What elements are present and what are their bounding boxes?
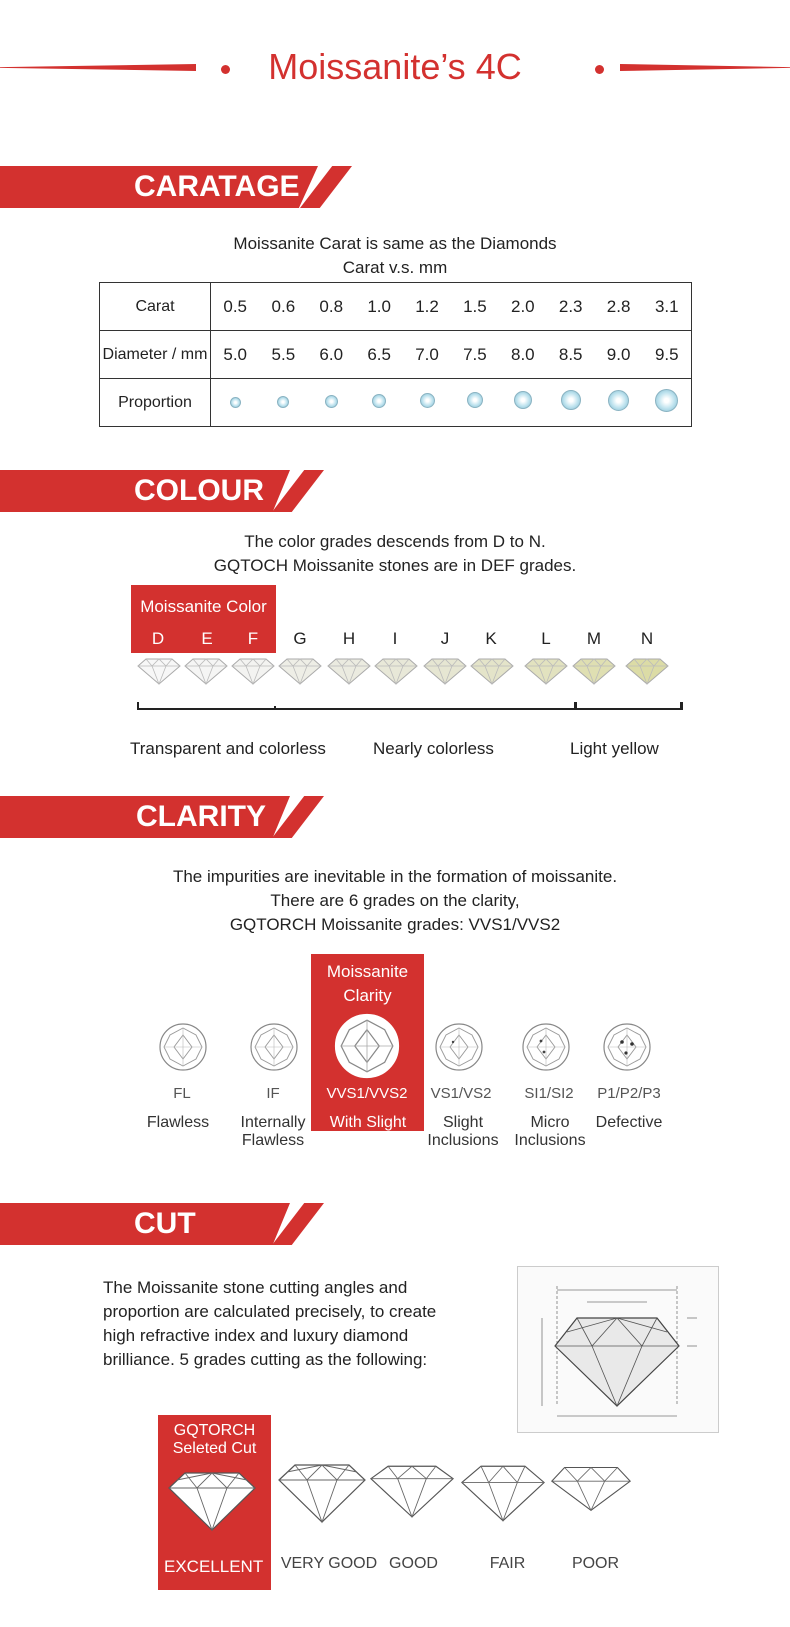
proportion-cell bbox=[355, 379, 403, 427]
carat-value: 1.0 bbox=[355, 283, 403, 331]
proportion-row bbox=[100, 379, 692, 427]
diamond-j-icon bbox=[422, 656, 468, 686]
diameter-value: 5.5 bbox=[259, 331, 307, 379]
proportion-cell bbox=[307, 379, 355, 427]
clarity-line2: There are 6 grades on the clarity, bbox=[270, 891, 520, 910]
diamond-h-icon bbox=[326, 656, 372, 686]
gem-icon bbox=[655, 389, 678, 412]
diamond-e-icon bbox=[183, 656, 229, 686]
diameter-row-label: Diameter / mm bbox=[100, 331, 211, 379]
clarity-name-line: Flawless bbox=[146, 1114, 210, 1131]
clarity-name-line: Internally bbox=[240, 1114, 306, 1131]
clarity-vvs-icon bbox=[333, 1012, 401, 1080]
colour-heading: COLOUR bbox=[134, 474, 264, 507]
cut-description-line: The Moissanite stone cutting angles and bbox=[103, 1278, 408, 1297]
diameter-value: 8.5 bbox=[547, 331, 595, 379]
diameter-value: 6.0 bbox=[307, 331, 355, 379]
diameter-value: 9.5 bbox=[643, 331, 692, 379]
clarity-line3: GQTORCH Moissanite grades: VVS1/VVS2 bbox=[229, 915, 561, 934]
diamond-n-icon bbox=[624, 656, 670, 686]
clarity-name-line: Inclusions bbox=[514, 1132, 586, 1149]
colour-line2: GQTOCH Moissanite stones are in DEF grades. bbox=[213, 556, 577, 575]
cut-poor-diamond-icon bbox=[550, 1462, 632, 1524]
clarity-code: VVS1/VVS2 bbox=[326, 1085, 408, 1102]
gem-icon bbox=[230, 397, 241, 408]
clarity-name-line: With Slight bbox=[329, 1114, 407, 1131]
diamond-k-icon bbox=[469, 656, 515, 686]
title-dot-right bbox=[595, 65, 604, 74]
caratage-line1: Moissanite Carat is same as the Diamonds bbox=[233, 234, 557, 253]
colour-range-label: Transparent and colorless bbox=[130, 739, 326, 758]
clarity-name-line: Flawless bbox=[241, 1132, 305, 1149]
diameter-value: 9.0 bbox=[595, 331, 643, 379]
cut-excellent-diamond-icon bbox=[167, 1470, 257, 1532]
scale-tick bbox=[680, 702, 683, 710]
page-title: Moissanite’s 4C bbox=[268, 46, 522, 87]
cut-grade-label: GOOD bbox=[389, 1555, 438, 1572]
diameter-row bbox=[100, 331, 692, 379]
clarity-name-line: Defective bbox=[595, 1114, 663, 1131]
cut-description bbox=[103, 1276, 436, 1372]
clarity-name bbox=[505, 1114, 595, 1150]
proportion-cell bbox=[643, 379, 692, 427]
clarity-code: P1/P2/P3 bbox=[597, 1085, 661, 1102]
clarity-p-icon bbox=[602, 1022, 652, 1072]
clarity-code: FL bbox=[173, 1085, 191, 1102]
diamond-m-icon bbox=[571, 656, 617, 686]
gem-icon bbox=[608, 390, 629, 411]
proportion-cell bbox=[595, 379, 643, 427]
cut-proportion-diagram bbox=[517, 1266, 719, 1433]
gem-icon bbox=[561, 390, 581, 410]
diameter-value: 6.5 bbox=[355, 331, 403, 379]
diamond-f-icon bbox=[230, 656, 276, 686]
scale-tick bbox=[274, 706, 276, 710]
clarity-highlight-label bbox=[311, 960, 424, 1008]
clarity-code: SI1/SI2 bbox=[524, 1085, 574, 1102]
scale-tick bbox=[574, 702, 577, 710]
colour-grade: G bbox=[293, 629, 307, 648]
colour-range-label: Light yellow bbox=[570, 739, 659, 758]
clarity-highlight-line2: Clarity bbox=[343, 986, 392, 1005]
carat-value: 3.1 bbox=[643, 283, 692, 331]
colour-grade: J bbox=[440, 629, 450, 648]
gem-icon bbox=[467, 392, 483, 408]
colour-grade: I bbox=[392, 629, 398, 648]
cut-fair-diamond-icon bbox=[460, 1462, 546, 1524]
gem-icon bbox=[372, 394, 386, 408]
carat-value: 1.2 bbox=[403, 283, 451, 331]
carat-value: 1.5 bbox=[451, 283, 499, 331]
proportion-cell bbox=[259, 379, 307, 427]
diamond-g-icon bbox=[277, 656, 323, 686]
carat-value: 2.3 bbox=[547, 283, 595, 331]
cut-grade-label: EXCELLENT bbox=[164, 1557, 264, 1576]
colour-grade: H bbox=[342, 629, 356, 648]
cut-highlight-line2: Seleted Cut bbox=[172, 1440, 257, 1457]
clarity-name bbox=[584, 1114, 674, 1132]
gem-icon bbox=[514, 391, 532, 409]
clarity-name bbox=[133, 1114, 223, 1132]
colour-line1: The color grades descends from D to N. bbox=[244, 532, 546, 551]
colour-scale-line bbox=[137, 708, 682, 710]
diamond-d-icon bbox=[136, 656, 182, 686]
diameter-value: 8.0 bbox=[499, 331, 547, 379]
clarity-name-line: Micro bbox=[530, 1114, 570, 1131]
clarity-line1: The impurities are inevitable in the formation of moissanite. bbox=[172, 867, 618, 886]
colour-grade: F bbox=[247, 629, 259, 648]
carat-value: 2.0 bbox=[499, 283, 547, 331]
carat-value: 0.6 bbox=[259, 283, 307, 331]
clarity-name bbox=[228, 1114, 318, 1150]
clarity-fl-icon bbox=[158, 1022, 208, 1072]
proportion-cell bbox=[403, 379, 451, 427]
clarity-name-line: Inclusions bbox=[427, 1132, 499, 1149]
clarity-heading: CLARITY bbox=[136, 800, 266, 833]
cut-highlight-label bbox=[158, 1422, 271, 1458]
clarity-if-icon bbox=[249, 1022, 299, 1072]
cut-heading: CUT bbox=[134, 1207, 196, 1240]
clarity-code: VS1/VS2 bbox=[430, 1085, 492, 1102]
colour-grade: K bbox=[485, 629, 497, 648]
clarity-code: IF bbox=[266, 1085, 280, 1102]
carat-value: 0.8 bbox=[307, 283, 355, 331]
proportion-cell bbox=[547, 379, 595, 427]
colour-highlight-label: Moissanite Color bbox=[140, 597, 267, 616]
carat-row bbox=[100, 283, 692, 331]
cut-grade-label: FAIR bbox=[489, 1555, 526, 1572]
colour-grade: N bbox=[640, 629, 654, 648]
gem-icon bbox=[325, 395, 338, 408]
clarity-name bbox=[418, 1114, 508, 1150]
colour-grade: M bbox=[586, 629, 602, 648]
diameter-value: 7.0 bbox=[403, 331, 451, 379]
gem-icon bbox=[420, 393, 435, 408]
cut-grade-label: POOR bbox=[571, 1555, 620, 1572]
colour-grade: E bbox=[201, 629, 213, 648]
diameter-value: 7.5 bbox=[451, 331, 499, 379]
clarity-highlight-line1: Moissanite bbox=[326, 962, 409, 981]
carat-row-label: Carat bbox=[100, 283, 211, 331]
carat-table bbox=[99, 282, 692, 427]
diameter-value: 5.0 bbox=[211, 331, 260, 379]
cut-description-line: proportion are calculated precisely, to create bbox=[103, 1302, 437, 1321]
carat-value: 2.8 bbox=[595, 283, 643, 331]
proportion-row-label: Proportion bbox=[100, 379, 211, 427]
clarity-si-icon bbox=[521, 1022, 571, 1072]
diamond-i-icon bbox=[373, 656, 419, 686]
diamond-l-icon bbox=[523, 656, 569, 686]
proportion-cell bbox=[499, 379, 547, 427]
cut-description-line: brilliance. 5 grades cutting as the following: bbox=[103, 1350, 428, 1369]
proportion-cell bbox=[211, 379, 260, 427]
clarity-name-line: Slight bbox=[442, 1114, 484, 1131]
carat-value: 0.5 bbox=[211, 283, 260, 331]
gem-icon bbox=[277, 396, 289, 408]
scale-tick bbox=[137, 702, 139, 710]
cut-highlight-line1: GQTORCH bbox=[173, 1422, 256, 1439]
cut-very-good-diamond-icon bbox=[277, 1462, 367, 1524]
cut-good-diamond-icon bbox=[369, 1462, 455, 1524]
colour-range-label: Nearly colorless bbox=[373, 739, 494, 758]
proportion-cell bbox=[451, 379, 499, 427]
clarity-vs-icon bbox=[434, 1022, 484, 1072]
clarity-name bbox=[323, 1114, 413, 1132]
caratage-heading: CARATAGE bbox=[134, 170, 300, 203]
cut-grade-label: VERY GOOD bbox=[280, 1555, 378, 1572]
colour-grade: D bbox=[151, 629, 165, 648]
caratage-line2: Carat v.s. mm bbox=[342, 258, 448, 277]
cut-description-line: high refractive index and luxury diamond bbox=[103, 1326, 409, 1345]
colour-grade: L bbox=[541, 629, 551, 648]
